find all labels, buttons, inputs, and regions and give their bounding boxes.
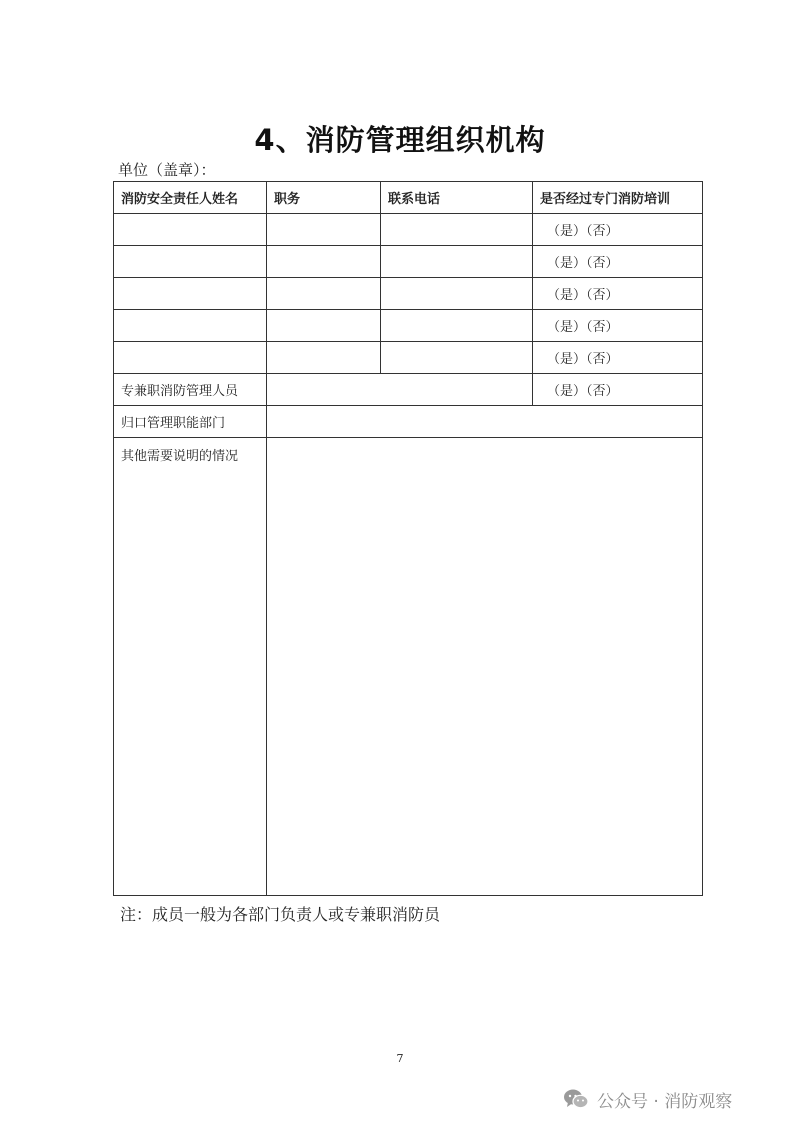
name-cell[interactable] (114, 342, 267, 374)
phone-cell[interactable] (381, 310, 533, 342)
page-number: 7 (396, 1052, 404, 1065)
header-phone: 联系电话 (381, 182, 533, 214)
wechat-icon (563, 1088, 589, 1110)
position-cell[interactable] (267, 342, 381, 374)
staff-row (114, 374, 703, 406)
staff-value-cell[interactable] (267, 374, 533, 406)
name-cell[interactable] (114, 310, 267, 342)
footnote: 注：成员一般为各部门负责人或专兼职消防员 (120, 905, 441, 924)
page-title: 4、消防管理组织机构 (254, 123, 546, 157)
phone-cell[interactable] (381, 214, 533, 246)
table-row (114, 214, 703, 246)
phone-cell[interactable] (381, 342, 533, 374)
table-row (114, 246, 703, 278)
position-cell[interactable] (267, 278, 381, 310)
department-row (114, 406, 703, 438)
header-position: 职务 (267, 182, 381, 214)
position-cell[interactable] (267, 214, 381, 246)
name-cell[interactable] (114, 278, 267, 310)
phone-cell[interactable] (381, 246, 533, 278)
position-cell[interactable] (267, 246, 381, 278)
unit-seal-label: 单位（盖章）： (118, 161, 216, 179)
watermark-text: 公众号 · 消防观察 (597, 1091, 733, 1112)
name-cell[interactable] (114, 246, 267, 278)
header-training: 是否经过专门消防培训 (533, 182, 703, 214)
table-row (114, 278, 703, 310)
watermark (563, 1086, 732, 1112)
notes-label: 其他需要说明的情况 (114, 438, 267, 896)
training-cell[interactable]: （是）（否） (533, 342, 703, 374)
notes-value-cell[interactable] (267, 438, 703, 896)
position-cell[interactable] (267, 310, 381, 342)
notes-row (114, 438, 703, 896)
table-row (114, 342, 703, 374)
training-cell[interactable]: （是）（否） (533, 214, 703, 246)
name-cell[interactable] (114, 214, 267, 246)
staff-label: 专兼职消防管理人员 (114, 374, 267, 406)
department-value-cell[interactable] (267, 406, 703, 438)
department-label: 归口管理职能部门 (114, 406, 267, 438)
phone-cell[interactable] (381, 278, 533, 310)
training-cell[interactable]: （是）（否） (533, 310, 703, 342)
header-responsible-person-name: 消防安全责任人姓名 (114, 182, 267, 214)
fire-management-org-table (113, 181, 703, 896)
training-cell[interactable]: （是）（否） (533, 246, 703, 278)
training-cell[interactable]: （是）（否） (533, 278, 703, 310)
table-row (114, 310, 703, 342)
table-header-row (114, 182, 703, 214)
staff-training-cell[interactable]: （是）（否） (533, 374, 703, 406)
